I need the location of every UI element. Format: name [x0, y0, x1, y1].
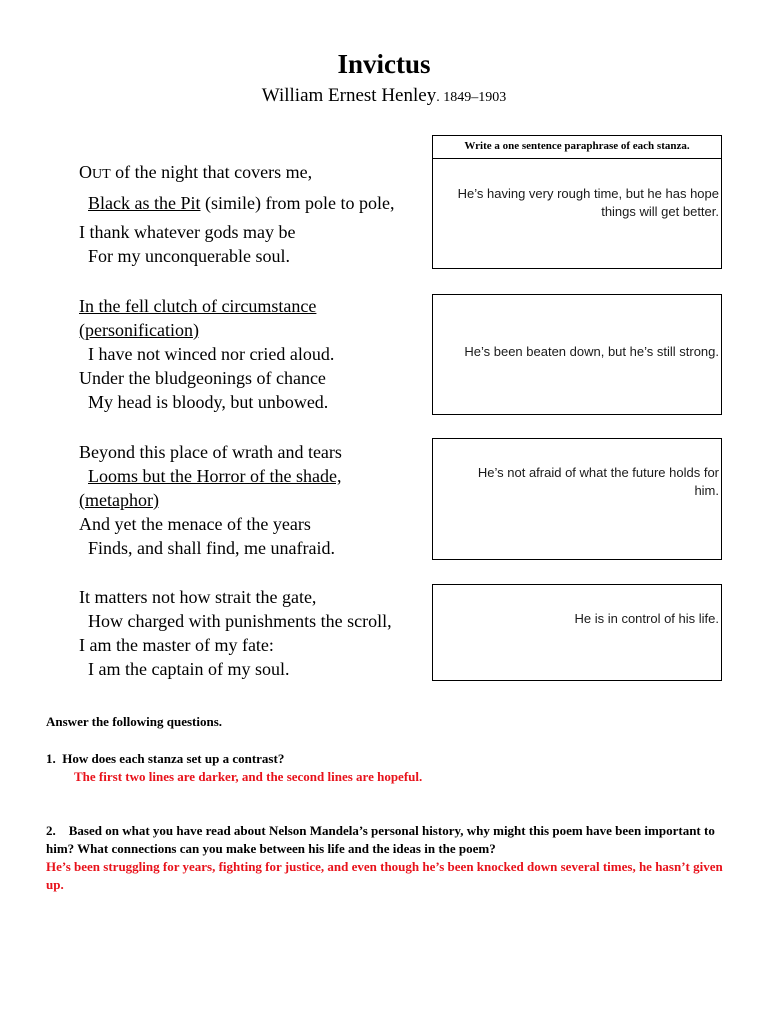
stanza-1: [79, 160, 439, 268]
paraphrase-box-4[interactable]: [432, 584, 722, 681]
paraphrase-box-1[interactable]: [432, 135, 722, 269]
question-number: 2.: [46, 823, 56, 838]
paraphrase-box-2[interactable]: [432, 294, 722, 415]
stanza-line: Beyond this place of wrath and tears: [79, 442, 342, 462]
questions-heading: Answer the following questions.: [46, 714, 223, 729]
paraphrase-answer: He’s been beaten down, but he’s still strong.: [464, 344, 719, 359]
question-2-text: 2. Based on what you have read about Nelson Mandela’s personal history, why might this poem have been important to him? What connections can you make between his life and the ideas in the poem?: [46, 823, 715, 856]
answer-2: He’s been struggling for years, fighting for justice, and even though he’s been knocked down several times, he hasn’t given up.: [46, 859, 723, 892]
stanza-line: How charged with punishments the scroll,: [88, 611, 392, 631]
poem-title: Invictus: [337, 49, 431, 79]
stanza-line: I thank whatever gods may be: [79, 222, 296, 242]
poem-author: [0, 84, 768, 110]
paraphrase-answer: He’s having very rough time, but he has hope things will get better.: [457, 186, 719, 219]
simile-underline: Black as the Pit: [88, 193, 201, 213]
paraphrase-header: Write a one sentence paraphrase of each stanza.: [433, 136, 721, 159]
stanza-line: (personification): [79, 320, 199, 340]
stanza-line: Under the bludgeonings of chance: [79, 368, 326, 388]
paraphrase-answer: He is in control of his life.: [574, 611, 719, 626]
stanza-line: Black as the Pit (simile) from pole to pole,: [88, 193, 395, 213]
stanza-3: [79, 440, 439, 560]
stanza-line: Finds, and shall find, me unafraid.: [88, 538, 335, 558]
stanza-line: For my unconquerable soul.: [88, 246, 290, 266]
stanza-4: [79, 585, 439, 681]
question-1-text: 1. How does each stanza set up a contrast?: [46, 751, 285, 766]
author-dates: . 1849–1903: [436, 90, 507, 105]
stanza-line: And yet the menace of the years: [79, 514, 311, 534]
stanza-line: Looms but the Horror of the shade,: [88, 466, 342, 486]
stanza-line: OUT of the night that covers me,: [79, 162, 313, 182]
paraphrase-box-3[interactable]: [432, 438, 722, 560]
answer-1: The first two lines are darker, and the second lines are hopeful.: [74, 769, 423, 784]
paraphrase-answer: He’s not afraid of what the future holds for him.: [477, 465, 719, 498]
stanza-line: It matters not how strait the gate,: [79, 587, 317, 607]
stanza-2: [79, 294, 439, 414]
stanza-line: My head is bloody, but unbowed.: [88, 392, 329, 412]
question-2: [46, 822, 726, 894]
stanza-line: I am the captain of my soul.: [88, 659, 290, 679]
question-1: [46, 750, 726, 786]
stanza-line: In the fell clutch of circumstance: [79, 296, 317, 316]
stanza-line: I am the master of my fate:: [79, 635, 274, 655]
author-name: William Ernest Henley: [261, 85, 437, 106]
question-number: 1.: [46, 751, 56, 766]
stanza-line: I have not winced nor cried aloud.: [88, 344, 335, 364]
stanza-line: (metaphor): [79, 490, 159, 510]
